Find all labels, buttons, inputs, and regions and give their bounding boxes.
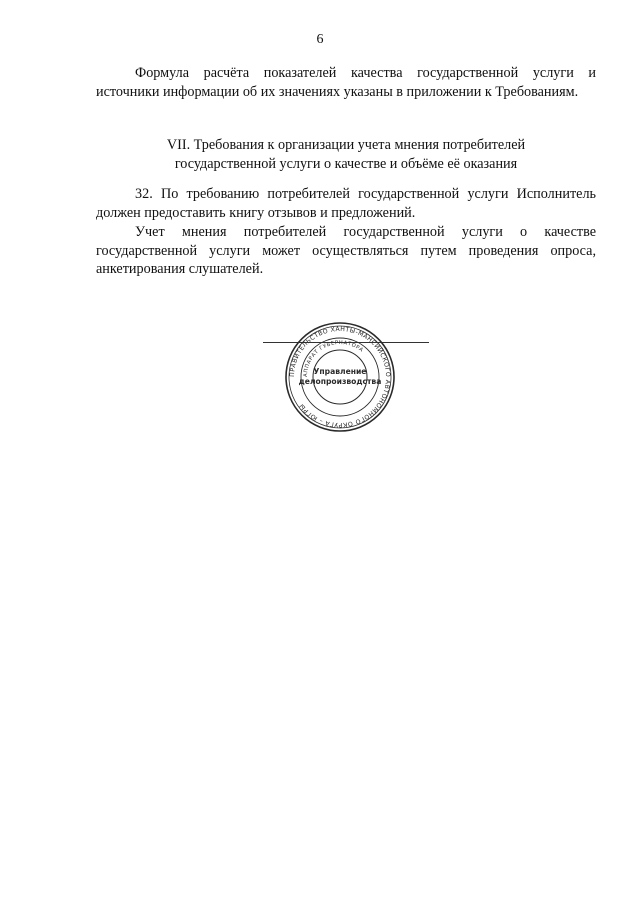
page-number: 6 [316, 32, 324, 47]
seal-outer-text: ПРАВИТЕЛЬСТВО ХАНТЫ-МАНСИЙСКОГО АВТОНОМНОГО ОКРУГА – ЮГРЫ [288, 325, 392, 429]
paragraph-32: 32. По требованию потребителей государственной услуги Исполнитель должен предоставить книгу отзывов и предложений. [96, 186, 596, 221]
seal-inner-text: АППАРАТ ГУБЕРНАТОРА [302, 339, 365, 378]
official-seal-stamp [284, 321, 396, 433]
section-heading-line-2: государственной услуги о качестве и объёме её оказания [174, 155, 518, 172]
seal-center-line-1: Управление [313, 367, 367, 376]
paragraph-formula: Формула расчёта показателей качества государственной услуги и источники информации об их значениях указаны в приложении к Требованиям. [96, 65, 596, 100]
seal-graphic [284, 321, 396, 433]
section-heading-line-1: VII. Требования к организации учета мнения потребителей [166, 137, 526, 153]
paragraph-opinion: Учет мнения потребителей государственной услуги о качестве государственной услуги может осуществляться путем проведения опроса, анкетирования слушателей. [96, 224, 596, 277]
section-heading [96, 136, 596, 173]
seal-center-line-2: делопроизводства [298, 377, 382, 386]
